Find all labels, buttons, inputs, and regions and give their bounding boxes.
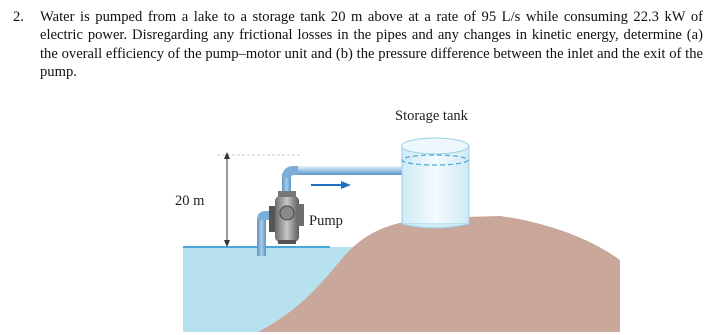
problem-number: 2. — [13, 9, 24, 25]
storage-tank — [402, 138, 470, 228]
suction-pipe — [257, 218, 266, 256]
pump-label: Pump — [309, 213, 343, 229]
storage-tank-label: Storage tank — [395, 108, 468, 124]
pump — [269, 191, 304, 244]
flow-direction-arrow — [311, 181, 351, 189]
discharge-pipe — [298, 166, 404, 175]
riser-elbow — [282, 166, 300, 178]
height-label: 20 m — [175, 193, 205, 209]
problem-text: Water is pumped from a lake to a storage tank 20 m above at a rate of 95 L/s while consuming 22.3 kW of electric power. Disregarding any frictional losses in the pipes and any changes in kinetic energy, determine (a) the overall efficiency of the pump–motor unit and (b) the pressure difference between the inlet and the exit of the pump. — [40, 9, 703, 81]
